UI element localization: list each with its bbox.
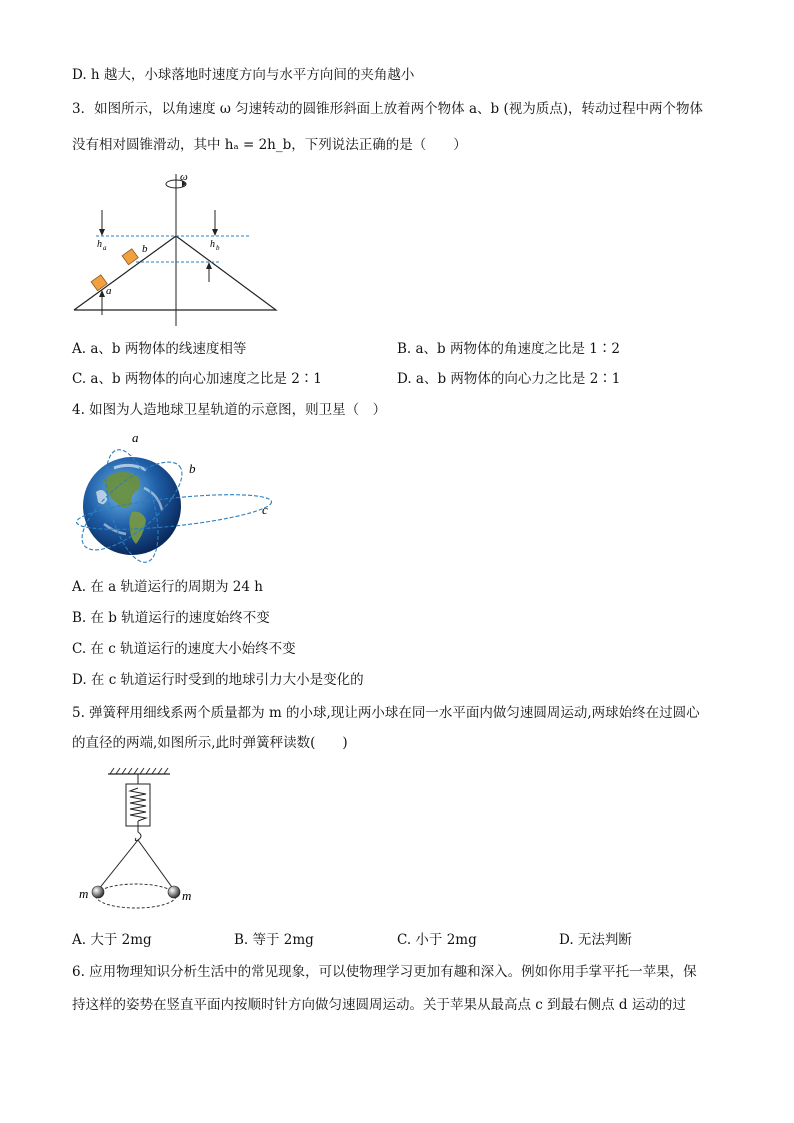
q4-option-b: B. 在 b 轨道运行的速度始终不变	[72, 610, 270, 626]
q5-option-d: D. 无法判断	[559, 932, 632, 948]
mass-label-left: m	[79, 886, 89, 901]
q3-option-d: D. a、b 两物体的向心力之比是 2∶1	[397, 371, 621, 387]
q5-stem-line2: 的直径的两端,如图所示,此时弹簧秤读数( )	[72, 735, 348, 751]
hook-icon	[135, 832, 141, 841]
q3-stem-line1: 3．如图所示，以角速度 ω 匀速转动的圆锥形斜面上放着两个物体 a、b (视为质点)，转动过程中两个物体	[72, 101, 703, 117]
q6-stem-line1: 6. 应用物理知识分析生活中的常见现象，可以使物理学习更加有趣和深入。例如你用手掌平托一苹果，保	[72, 964, 697, 980]
q4-stem: 4. 如图为人造地球卫星轨道的示意图，则卫星（ ）	[72, 402, 387, 418]
q2-option-d: D. h 越大，小球落地时速度方向与水平方向间的夹角越小	[72, 67, 415, 83]
svg-text:a: a	[103, 244, 107, 252]
svg-text:b: b	[142, 243, 148, 255]
ball-left	[92, 886, 104, 898]
q3-option-c: C. a、b 两物体的向心加速度之比是 2∶1	[72, 371, 322, 387]
q5-stem-line1: 5. 弹簧秤用细线系两个质量都为 m 的小球,现让两小球在同一水平面内做匀速圆周运动,两球始终在过圆心	[72, 705, 700, 721]
q3-option-a: A. a、b 两物体的线速度相等	[72, 341, 247, 357]
orbit-c-label: c	[262, 502, 268, 517]
q6-stem-line2: 持这样的姿势在竖直平面内按顺时针方向做匀速圆周运动。关于苹果从最高点 c 到最右侧点 d 运动的过	[72, 997, 686, 1013]
q3-stem-line2: 没有相对圆锥滑动，其中 hₐ = 2h_b，下列说法正确的是（ ）	[72, 137, 467, 153]
orbit-a-label: a	[132, 430, 139, 445]
q5-option-c: C. 小于 2mg	[397, 932, 477, 948]
q5-option-b: B. 等于 2mg	[234, 932, 314, 948]
spring-icon	[130, 788, 146, 821]
q4-option-c: C. 在 c 轨道运行的速度大小始终不变	[72, 641, 296, 657]
q3-option-b: B. a、b 两物体的角速度之比是 1∶2	[397, 341, 620, 357]
q4-option-d: D. 在 c 轨道运行时受到的地球引力大小是变化的	[72, 672, 364, 688]
svg-text:a: a	[106, 285, 112, 297]
q3-cone-figure	[70, 170, 290, 330]
orbit-b-label: b	[189, 461, 196, 476]
block-b	[122, 249, 138, 265]
q5-option-a: A. 大于 2mg	[72, 932, 152, 948]
mass-label-right: m	[182, 888, 192, 903]
svg-text:b: b	[216, 244, 220, 252]
q4-satellite-figure	[74, 428, 284, 568]
q4-option-a: A. 在 a 轨道运行的周期为 24 h	[72, 579, 263, 595]
ball-right	[168, 886, 180, 898]
svg-text:h: h	[97, 239, 102, 250]
svg-text:h: h	[210, 239, 215, 250]
omega-label: ω	[180, 171, 188, 183]
q5-spring-figure	[74, 766, 204, 916]
